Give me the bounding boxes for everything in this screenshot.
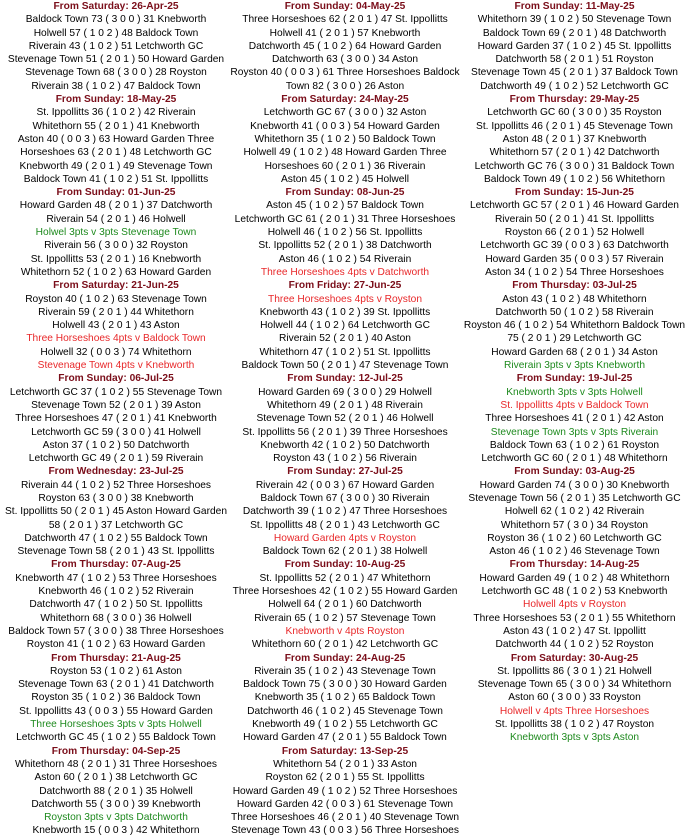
result-line: Royston 43 ( 1 0 2 ) 56 Riverain <box>273 453 417 465</box>
result-line: Holwell 43 ( 2 0 1 ) 43 Aston <box>52 320 180 332</box>
result-line: Riverain 52 ( 2 0 1 ) 40 Aston <box>279 333 411 345</box>
result-line: Whitethorn 57 ( 2 0 1 ) 42 Datchworth <box>489 147 660 159</box>
result-line: Knebworth 35 ( 1 0 2 ) 65 Baldock Town <box>254 692 436 704</box>
result-line: St. Ippollitts 48 ( 2 0 1 ) 43 Letchworth GC <box>250 519 440 531</box>
date-header: From Thursday: 29-May-25 <box>509 94 640 106</box>
walkover-line: Stevenage Town 4pts v Knebworth <box>37 360 195 372</box>
result-line: Baldock Town 75 ( 3 0 0 ) 30 Howard Garden <box>243 679 447 691</box>
result-line: Aston 37 ( 1 0 2 ) 50 Datchworth <box>42 439 190 451</box>
result-line: Aston 43 ( 1 0 2 ) 47 St. Ippollitt <box>503 625 646 637</box>
result-line: Holwell 32 ( 0 0 3 ) 74 Whitethorn <box>40 346 192 358</box>
result-line: Three Horseshoes 53 ( 2 0 1 ) 55 Whitethorn <box>473 612 676 624</box>
result-line: Aston 43 ( 1 0 2 ) 48 Whitethorn <box>502 293 647 305</box>
result-line: Letchworth GC 37 ( 1 0 2 ) 55 Stevenage Town <box>9 386 223 398</box>
result-line: Three Horseshoes 46 ( 2 0 1 ) 40 Stevenage Town <box>230 812 460 824</box>
result-line: Three Horseshoes 41 ( 2 0 1 ) 42 Aston <box>485 413 664 425</box>
date-header: From Sunday: 08-Jun-25 <box>285 187 405 199</box>
result-line: Letchworth GC 49 ( 2 0 1 ) 59 Riverain <box>28 453 204 465</box>
result-line: Baldock Town 57 ( 3 0 0 ) 38 Three Horseshoes <box>8 625 224 637</box>
date-header: From Saturday: 30-Aug-25 <box>510 652 639 664</box>
result-line: Letchworth GC 76 ( 3 0 0 ) 31 Baldock Town <box>474 160 675 172</box>
result-line: St. Ippollitts 56 ( 2 0 1 ) 39 Three Horseshoes <box>242 426 448 438</box>
walkover-line: Holwell v 4pts Three Horseshoes <box>499 705 650 717</box>
result-line: St. Ippollitts 52 ( 2 0 1 ) 38 Datchworth <box>258 240 432 252</box>
result-line: Baldock Town 73 ( 3 0 0 ) 31 Knebworth <box>25 14 207 26</box>
result-line: Royston 46 ( 1 0 2 ) 54 Whitethorn Baldock Town 75 ( 2 0 1 ) 29 Letchworth GC <box>463 320 686 345</box>
date-header: From Saturday: 21-Jun-25 <box>53 280 179 292</box>
result-line: Whitethorn 52 ( 1 0 2 ) 63 Howard Garden <box>20 266 212 278</box>
result-line: Howard Garden 48 ( 2 0 1 ) 37 Datchworth <box>19 200 213 212</box>
result-line: Riverain 65 ( 1 0 2 ) 57 Stevenage Town <box>254 612 436 624</box>
result-line: Whitethorn 49 ( 2 0 1 ) 48 Riverain <box>267 399 423 411</box>
result-line: Baldock Town 69 ( 2 0 1 ) 48 Datchworth <box>482 27 667 39</box>
result-line: Holwell 64 ( 2 0 1 ) 60 Datchworth <box>268 599 422 611</box>
result-line: Royston 41 ( 1 0 2 ) 63 Howard Garden <box>26 639 206 651</box>
result-line: Royston 66 ( 2 0 1 ) 52 Holwell <box>504 227 645 239</box>
result-line: St. Ippollitts 53 ( 2 0 1 ) 16 Knebworth <box>30 253 202 265</box>
result-line: Riverain 35 ( 1 0 2 ) 43 Stevenage Town <box>254 665 436 677</box>
result-line: Baldock Town 63 ( 1 0 2 ) 61 Royston <box>489 439 660 451</box>
result-line: Aston 46 ( 1 0 2 ) 54 Riverain <box>278 253 412 265</box>
result-line: Holwell 46 ( 1 0 2 ) 56 St. Ippollitts <box>267 227 423 239</box>
result-line: Stevenage Town 52 ( 2 0 1 ) 39 Aston <box>31 399 201 411</box>
result-line: Stevenage Town 45 ( 2 0 1 ) 37 Baldock Town <box>471 67 678 79</box>
result-line: Baldock Town 62 ( 2 0 1 ) 38 Holwell <box>262 546 428 558</box>
result-line: Howard Garden 47 ( 2 0 1 ) 55 Baldock Town <box>243 732 447 744</box>
result-line: Royston 53 ( 1 0 2 ) 61 Aston <box>50 665 182 677</box>
fixtures-column-2 <box>229 0 461 837</box>
result-line: Datchworth 45 ( 1 0 2 ) 64 Howard Garden <box>248 40 442 52</box>
result-line: Letchworth GC 59 ( 3 0 0 ) 41 Holwell <box>31 426 201 438</box>
date-header: From Sunday: 27-Jul-25 <box>287 466 403 478</box>
result-line: Whitethorn 48 ( 2 0 1 ) 31 Three Horseshoes <box>15 758 217 770</box>
date-header: From Sunday: 04-May-25 <box>284 1 406 12</box>
result-line: Holwell 41 ( 2 0 1 ) 57 Knebworth <box>269 27 421 39</box>
result-line: Riverain 42 ( 0 0 3 ) 67 Howard Garden <box>255 479 435 491</box>
result-line: Riverain 56 ( 3 0 0 ) 32 Royston <box>44 240 188 252</box>
result-line: Stevenage Town 52 ( 2 0 1 ) 46 Holwell <box>256 413 434 425</box>
result-line: Whitethorn 57 ( 3 0 ) 34 Royston <box>500 519 649 531</box>
walkover-line: Three Horseshoes 4pts v Baldock Town <box>26 333 206 345</box>
walkover-line: Holwell 4pts v Royston <box>522 599 627 611</box>
result-line: Datchworth 55 ( 3 0 0 ) 39 Knebworth <box>31 798 201 810</box>
result-line: Royston 40 ( 1 0 2 ) 63 Stevenage Town <box>25 293 207 305</box>
result-line: Riverain 44 ( 1 0 2 ) 52 Three Horseshoes <box>20 479 212 491</box>
fixtures-column-1 <box>3 0 229 837</box>
result-line: Whitethorn 68 ( 3 0 0 ) 36 Holwell <box>40 612 192 624</box>
result-line: Aston 46 ( 1 0 2 ) 46 Stevenage Town <box>489 546 660 558</box>
result-line: Stevenage Town 63 ( 2 0 1 ) 41 Datchworth <box>18 679 214 691</box>
result-line: Datchworth 44 ( 1 0 2 ) 52 Royston <box>495 639 654 651</box>
date-header: From Sunday: 12-Jul-25 <box>287 373 403 385</box>
walkover-line: Three Horseshoes 4pts v Datchworth <box>260 266 430 278</box>
result-line: Knebworth 41 ( 0 0 3 ) 54 Howard Garden Whitethorn 35 ( 1 0 2 ) 50 Baldock Town <box>250 120 440 145</box>
result-line: St. Ippollitts 50 ( 2 0 1 ) 45 Aston Howard Garden 58 ( 2 0 1 ) 37 Letchworth GC <box>5 506 227 531</box>
result-line: Datchworth 39 ( 1 0 2 ) 47 Three Horseshoes <box>242 506 448 518</box>
result-line: Howard Garden 35 ( 0 0 3 ) 57 Riverain <box>485 253 664 265</box>
result-line: Aston 40 ( 0 0 3 ) 63 Howard Garden Three Horseshoes 63 ( 2 0 1 ) 48 Letchworth GC <box>17 133 215 159</box>
result-line: Howard Garden 68 ( 2 0 1 ) 34 Aston <box>491 346 658 358</box>
result-line: Riverain 54 ( 2 0 1 ) 46 Holwell <box>46 213 186 225</box>
result-line: Letchworth GC 60 ( 3 0 0 ) 35 Royston <box>487 107 662 119</box>
date-header: From Thursday: 21-Aug-25 <box>51 652 181 664</box>
result-line: Datchworth 88 ( 2 0 1 ) 35 Holwell <box>39 785 193 797</box>
result-line: Howard Garden 49 ( 1 0 2 ) 52 Three Horseshoes <box>232 785 458 797</box>
result-line: Riverain 38 ( 1 0 2 ) 47 Baldock Town <box>31 80 201 92</box>
date-header: From Sunday: 18-May-25 <box>55 94 177 106</box>
date-header: From Sunday: 01-Jun-25 <box>56 187 176 199</box>
date-header: From Saturday: 13-Sep-25 <box>281 745 409 757</box>
result-line: Baldock Town 50 ( 2 0 1 ) 47 Stevenage Town <box>241 360 449 372</box>
result-line: Aston 45 ( 1 0 2 ) 45 Holwell <box>281 173 409 185</box>
result-line: Riverain 59 ( 2 0 1 ) 44 Whitethorn <box>38 306 194 318</box>
result-line: Letchworth GC 57 ( 2 0 1 ) 46 Howard Garden <box>470 200 679 212</box>
result-line: Baldock Town 49 ( 1 0 2 ) 56 Whitethorn <box>483 173 666 185</box>
result-line: Holwell 44 ( 1 0 2 ) 64 Letchworth GC <box>260 320 430 332</box>
walkover-line: Knebworth v 4pts Royston <box>285 625 405 637</box>
result-line: Knebworth 46 ( 1 0 2 ) 52 Riverain <box>38 586 194 598</box>
date-header: From Sunday: 24-Aug-25 <box>284 652 406 664</box>
date-header: From Thursday: 04-Sep-25 <box>51 745 181 757</box>
result-line: Datchworth 46 ( 1 0 2 ) 45 Stevenage Town <box>247 705 443 717</box>
result-line: St. Ippollitts 46 ( 2 0 1 ) 45 Stevenage Town <box>476 120 673 132</box>
result-line: Letchworth GC 60 ( 2 0 1 ) 48 Whitethorn <box>481 453 668 465</box>
result-line: Royston 36 ( 1 0 2 ) 60 Letchworth GC <box>487 532 662 544</box>
result-line: Howard Garden 42 ( 0 0 3 ) 61 Stevenage Town <box>236 798 454 810</box>
date-header: From Sunday: 06-Jul-25 <box>58 373 174 385</box>
result-line: Letchworth GC 48 ( 1 0 2 ) 53 Knebworth <box>481 586 668 598</box>
result-line: Holwell 49 ( 1 0 2 ) 48 Howard Garden Three <box>243 147 447 159</box>
result-line: Royston 62 ( 2 0 1 ) 55 St. Ippollitts <box>265 772 425 784</box>
walkover-line: Howard Garden 4pts v Royston <box>273 532 417 544</box>
date-header: From Saturday: 26-Apr-25 <box>53 1 179 12</box>
result-line: Stevenage Town 58 ( 2 0 1 ) 43 St. Ippollitts <box>17 546 215 558</box>
result-line: Three Horseshoes 62 ( 2 0 1 ) 47 St. Ippollitts <box>242 14 448 26</box>
result-line: St. Ippollitts 38 ( 1 0 2 ) 47 Royston <box>494 719 655 731</box>
result-line: Knebworth 15 ( 0 0 3 ) 42 Whitethorn <box>32 825 200 837</box>
result-line: Datchworth 49 ( 1 0 2 ) 52 Letchworth GC <box>480 80 669 92</box>
result-line: Three Horseshoes 42 ( 1 0 2 ) 55 Howard Garden <box>232 586 458 598</box>
result-line: Letchworth GC 45 ( 1 0 2 ) 55 Baldock Town <box>16 732 216 744</box>
result-line: Whitethorn 39 ( 1 0 2 ) 50 Stevenage Town <box>477 14 672 26</box>
result-line: Baldock Town 41 ( 1 0 2 ) 51 St. Ippollitts <box>23 173 209 185</box>
shared-points-line: Knebworth 3pts v 3pts Aston <box>509 732 640 744</box>
date-header: From Sunday: 10-Aug-25 <box>284 559 406 571</box>
result-line: Howard Garden 74 ( 3 0 0 ) 30 Knebworth <box>479 479 670 491</box>
result-line: Letchworth GC 61 ( 2 0 1 ) 31 Three Horseshoes <box>234 213 456 225</box>
result-line: Howard Garden 69 ( 3 0 0 ) 29 Holwell <box>258 386 432 398</box>
result-line: Aston 34 ( 1 0 2 ) 54 Three Horseshoes <box>485 266 664 278</box>
shared-points-line: Three Horseshoes 3pts v 3pts Holwell <box>30 719 202 731</box>
date-header: From Saturday: 24-May-25 <box>281 94 409 106</box>
shared-points-line: Stevenage Town 3pts v 3pts Riverain <box>490 426 659 438</box>
result-line: Whitethorn 60 ( 2 0 1 ) 42 Letchworth GC <box>251 639 439 651</box>
result-line: Riverain 43 ( 1 0 2 ) 51 Letchworth GC <box>28 40 204 52</box>
result-line: Letchworth GC 39 ( 0 0 3 ) 63 Datchworth <box>480 240 669 252</box>
result-line: Aston 48 ( 2 0 1 ) 37 Knebworth <box>502 133 647 145</box>
result-line: Datchworth 47 ( 1 0 2 ) 55 Baldock Town <box>24 532 208 544</box>
result-line: Whitethorn 55 ( 2 0 1 ) 41 Knebworth <box>32 120 200 132</box>
result-line: Aston 60 ( 2 0 1 ) 38 Letchworth GC <box>34 772 198 784</box>
result-line: Knebworth 47 ( 1 0 2 ) 53 Three Horseshoes <box>15 572 217 584</box>
result-line: Riverain 50 ( 2 0 1 ) 41 St. Ippollitts <box>494 213 655 225</box>
result-line: Howard Garden 49 ( 1 0 2 ) 48 Whitethorn <box>479 572 670 584</box>
result-line: Whitethorn 47 ( 1 0 2 ) 51 St. Ippollitts <box>259 346 431 358</box>
date-header: From Wednesday: 23-Jul-25 <box>48 466 184 478</box>
shared-points-line: Riverain 3pts v 3pts Knebworth <box>504 360 645 372</box>
date-header: From Thursday: 03-Jul-25 <box>512 280 637 292</box>
result-line: Stevenage Town 43 ( 0 0 3 ) 56 Three Horseshoes <box>231 825 459 837</box>
result-line: Knebworth 49 ( 2 0 1 ) 49 Stevenage Town <box>19 160 213 172</box>
result-line: Knebworth 43 ( 1 0 2 ) 39 St. Ippollitts <box>259 306 431 318</box>
result-line: St. Ippollitts 36 ( 1 0 2 ) 42 Riverain <box>36 107 196 119</box>
shared-points-line: Royston 3pts v 3pts Datchworth <box>44 812 188 824</box>
result-line: Aston 60 ( 3 0 0 ) 33 Royston <box>508 692 641 704</box>
result-line: Datchworth 50 ( 1 0 2 ) 58 Riverain <box>495 306 654 318</box>
result-line: Datchworth 58 ( 2 0 1 ) 51 Royston <box>495 54 654 66</box>
date-header: From Thursday: 14-Aug-25 <box>509 559 640 571</box>
result-line: Letchworth GC 67 ( 3 0 0 ) 32 Aston <box>263 107 427 119</box>
date-header: From Sunday: 19-Jul-25 <box>516 373 633 385</box>
result-line: Royston 63 ( 3 0 0 ) 38 Knebworth <box>38 492 194 504</box>
walkover-line: Three Horseshoes 4pts v Royston <box>267 293 423 305</box>
date-header: From Sunday: 15-Jun-25 <box>515 187 634 199</box>
result-line: Knebworth 49 ( 1 0 2 ) 55 Letchworth GC <box>252 719 438 731</box>
result-line: Knebworth 42 ( 1 0 2 ) 50 Datchworth <box>260 439 430 451</box>
result-line: Stevenage Town 68 ( 3 0 0 ) 28 Royston <box>25 67 207 79</box>
result-line: St. Ippollitts 43 ( 0 0 3 ) 55 Howard Garden <box>19 705 213 717</box>
result-line: Royston 40 ( 0 0 3 ) 61 Three Horseshoes Baldock Town 82 ( 3 0 0 ) 26 Aston <box>230 67 460 92</box>
result-line: St. Ippollitts 52 ( 2 0 1 ) 47 Whitethorn <box>259 572 431 584</box>
result-line: Whitethorn 54 ( 2 0 1 ) 33 Aston <box>273 758 417 770</box>
fixtures-column-3 <box>461 0 688 811</box>
shared-points-line: Holwel 3pts v 3pts Stevenage Town <box>35 227 197 239</box>
result-line: Holwell 57 ( 1 0 2 ) 48 Baldock Town <box>33 27 199 39</box>
result-line: Datchworth 47 ( 1 0 2 ) 50 St. Ippollitts <box>29 599 203 611</box>
date-header: From Friday: 27-Jun-25 <box>288 280 402 292</box>
result-line: Aston 45 ( 1 0 2 ) 57 Baldock Town <box>266 200 424 212</box>
result-line: Stevenage Town 51 ( 2 0 1 ) 50 Howard Garden <box>7 54 225 66</box>
result-line: Royston 35 ( 1 0 2 ) 36 Baldock Town <box>31 692 201 704</box>
result-line: Horseshoes 60 ( 2 0 1 ) 36 Riverain <box>264 160 426 172</box>
result-line: Stevenage Town 56 ( 2 0 1 ) 35 Letchworth GC <box>468 492 681 504</box>
result-line: St. Ippollitts 86 ( 3 0 1 ) 21 Holwell <box>497 665 652 677</box>
result-line: Datchworth 63 ( 3 0 0 ) 34 Aston <box>271 54 419 66</box>
result-line: Howard Garden 37 ( 1 0 2 ) 45 St. Ippollitts <box>477 40 672 52</box>
date-header: From Sunday: 03-Aug-25 <box>514 466 635 478</box>
shared-points-line: Knebworth 3pts v 3pts Holwell <box>506 386 643 398</box>
date-header: From Thursday: 07-Aug-25 <box>51 559 181 571</box>
result-line: Holwell 62 ( 1 0 2 ) 42 Riverain <box>504 506 645 518</box>
date-header: From Sunday: 11-May-25 <box>514 1 635 12</box>
result-line: Stevenage Town 65 ( 3 0 0 ) 34 Whitethorn <box>477 679 672 691</box>
result-line: Three Horseshoes 47 ( 2 0 1 ) 41 Knebworth <box>15 413 217 425</box>
walkover-line: St. Ippollitts 4pts v Baldock Town <box>500 399 649 411</box>
result-line: Baldock Town 67 ( 3 0 0 ) 30 Riverain <box>260 492 430 504</box>
